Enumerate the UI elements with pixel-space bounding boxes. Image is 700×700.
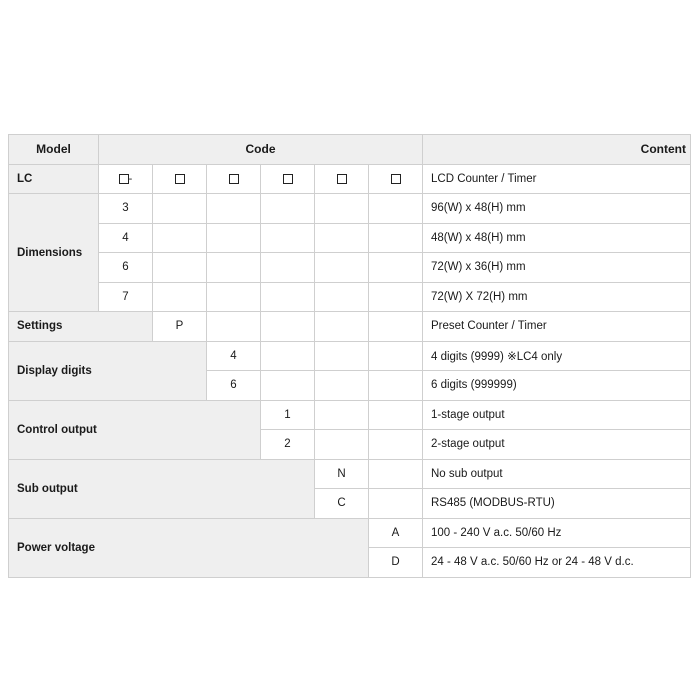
dimensions-content: 72(W) X 72(H) mm [423, 282, 691, 312]
header-content: Content [423, 135, 691, 165]
placeholder-box-icon [175, 174, 185, 184]
placeholder-box-icon [391, 174, 401, 184]
table-row [9, 194, 691, 224]
power-voltage-content: 24 - 48 V a.c. 50/60 Hz or 24 - 48 V d.c. [423, 548, 691, 578]
dimensions-code: 3 [99, 194, 153, 224]
table-row [9, 223, 691, 253]
power-voltage-content: 100 - 240 V a.c. 50/60 Hz [423, 518, 691, 548]
table-row [9, 312, 691, 342]
code-dash: - [128, 172, 133, 185]
table-row [9, 400, 691, 430]
control-output-code: 1 [261, 400, 315, 430]
control-output-code: 2 [261, 430, 315, 460]
power-voltage-code: D [369, 548, 423, 578]
dimensions-content: 96(W) x 48(H) mm [423, 194, 691, 224]
lc-row [9, 164, 691, 194]
code-slot-1 [99, 164, 153, 194]
ordering-info-table [8, 134, 691, 578]
dimensions-code: 7 [99, 282, 153, 312]
code-slot-6 [369, 164, 423, 194]
code-slot-3 [207, 164, 261, 194]
table-row [9, 459, 691, 489]
placeholder-box-icon [119, 174, 129, 184]
sub-output-code: C [315, 489, 369, 519]
control-output-content: 2-stage output [423, 430, 691, 460]
dimensions-code: 6 [99, 253, 153, 283]
table-row [9, 518, 691, 548]
code-slot-4 [261, 164, 315, 194]
table-row [9, 253, 691, 283]
display-digits-content: 4 digits (9999) ※LC4 only [423, 341, 691, 371]
power-voltage-label: Power voltage [9, 518, 369, 577]
placeholder-box-icon [229, 174, 239, 184]
sub-output-code: N [315, 459, 369, 489]
lc-content: LCD Counter / Timer [423, 164, 691, 194]
sub-output-content: No sub output [423, 459, 691, 489]
control-output-label: Control output [9, 400, 261, 459]
code-slot-2 [153, 164, 207, 194]
sub-output-label: Sub output [9, 459, 315, 518]
settings-label: Settings [9, 312, 153, 342]
header-code: Code [99, 135, 423, 165]
display-digits-content: 6 digits (999999) [423, 371, 691, 401]
settings-content: Preset Counter / Timer [423, 312, 691, 342]
header-model: Model [9, 135, 99, 165]
placeholder-box-icon [283, 174, 293, 184]
model-name: LC [9, 164, 99, 194]
control-output-content: 1-stage output [423, 400, 691, 430]
settings-code: P [153, 312, 207, 342]
dimensions-content: 48(W) x 48(H) mm [423, 223, 691, 253]
header-row [9, 135, 691, 165]
code-slot-5 [315, 164, 369, 194]
display-digits-code: 6 [207, 371, 261, 401]
power-voltage-code: A [369, 518, 423, 548]
display-digits-code: 4 [207, 341, 261, 371]
table-row [9, 282, 691, 312]
table-row [9, 341, 691, 371]
placeholder-box-icon [337, 174, 347, 184]
display-digits-label: Display digits [9, 341, 207, 400]
dimensions-code: 4 [99, 223, 153, 253]
dimensions-label: Dimensions [9, 194, 99, 312]
dimensions-content: 72(W) x 36(H) mm [423, 253, 691, 283]
sub-output-content: RS485 (MODBUS-RTU) [423, 489, 691, 519]
